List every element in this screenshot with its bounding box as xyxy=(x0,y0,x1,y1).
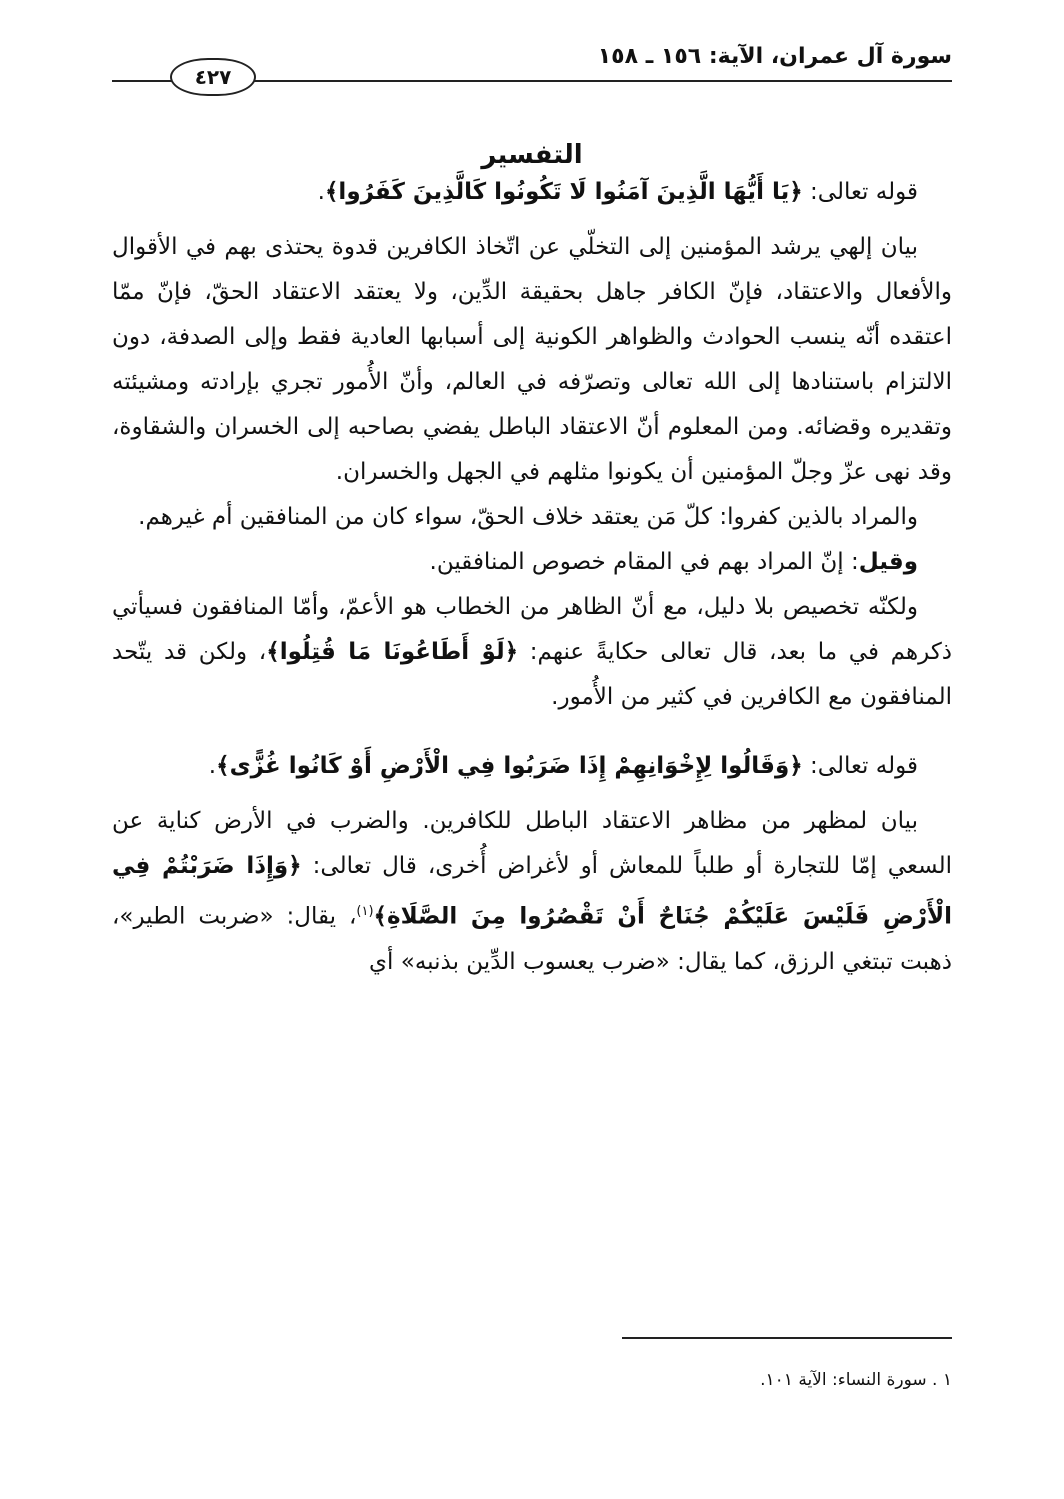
paragraph: والمراد بالذين كفروا: كلّ مَن يعتقد خلاف الحقّ، سواء كان من المنافقين أم غيرهم. xyxy=(138,504,918,530)
quran-verse: ﴿يَا أَيُّهَا الَّذِينَ آمَنُوا لَا تَكُونُوا كَالَّذِينَ كَفَرُوا﴾ xyxy=(324,179,803,205)
quran-verse: ﴿وَقَالُوا لِإِخْوَانِهِمْ إِذَا ضَرَبُوا فِي الْأَرْضِ أَوْ كَانُوا غُزًّى﴾ xyxy=(216,753,803,779)
paragraph: بيان لمظهر من مظاهر الاعتقاد الباطل للكافرين. والضرب في الأرض كناية عن السعي إمّا للتجارة أو طلباً للمعاش أو لأغراض أُخرى، قال تعالى: ﴿وَإِذَا ضَرَبْتُمْ فِي الْأَرْضِ فَلَيْسَ عَلَيْكُمْ جُنَاحٌ أَنْ تَقْصُرُوا مِنَ الصَّلَاةِ﴾$^{(١)}$، يقال: «ضربت الطير»، ذهبت تبتغي الرزق، كما يقال: «ضرب يعسوب الدِّين بذنبه» أي xyxy=(112,808,953,975)
body-text xyxy=(112,170,952,985)
bold-label: وقيل xyxy=(858,549,918,575)
footnote: ١ . سورة النساء: الآية ١٠١. xyxy=(760,1370,952,1390)
quran-verse: ﴿وَإِذَا ضَرَبْتُمْ فِي الْأَرْضِ فَلَيْسَ عَلَيْكُمْ جُنَاحٌ أَنْ تَقْصُرُوا مِنَ الصَّلَاةِ﴾ xyxy=(112,853,953,930)
paragraph: ولكنّه تخصيص بلا دليل، مع أنّ الظاهر من الخطاب هو الأعمّ، وأمّا المنافقون فسيأتي ذكرهم في ما بعد، قال تعالى حكايةً عنهم: ﴿لَوْ أَطَاعُونَا مَا قُتِلُوا﴾، ولكن قد يتّحد المنافقون مع الكافرين في كثير من الأُمور. xyxy=(112,594,953,710)
running-header-title: سورة آل عمران، الآية: ١٥٦ ـ ١٥٨ xyxy=(597,44,952,69)
verse-heading-2: قوله تعالى: ﴿وَقَالُوا لِإِخْوَانِهِمْ إِذَا ضَرَبُوا فِي الْأَرْضِ أَوْ كَانُوا غُزًّى﴾. xyxy=(208,753,918,779)
verse-heading-1: قوله تعالى: ﴿يَا أَيُّهَا الَّذِينَ آمَنُوا لَا تَكُونُوا كَالَّذِينَ كَفَرُوا﴾. xyxy=(317,179,918,205)
section-title: التفسير xyxy=(481,140,583,170)
footnote-marker: (١) xyxy=(356,904,374,919)
footnote-separator xyxy=(622,1337,952,1339)
quran-verse: ﴿لَوْ أَطَاعُونَا مَا قُتِلُوا﴾ xyxy=(266,639,519,665)
paragraph: بيان إلهي يرشد المؤمنين إلى التخلّي عن اتّخاذ الكافرين قدوة يحتذى بهم في الأقوال والأفعال والاعتقاد، فإنّ الكافر جاهل بحقيقة الدِّين، ولا يعتقد الاعتقاد الحقّ، فإنّ ممّا اعتقده أنّه ينسب الحوادث والظواهر الكونية إلى أسبابها العادية فقط وإلى الصدفة، دون الالتزام باستنادها إلى الله تعالى وتصرّفه في العالم، وأنّ الأُمور تجري بإرادته ومشيئته وتقديره وقضائه. ومن المعلوم أنّ الاعتقاد الباطل يفضي بصاحبه إلى الخسران والشقاوة، وقد نهى عزّ وجلّ المؤمنين أن يكونوا مثلهم في الجهل والخسران. xyxy=(112,234,952,485)
paragraph: وقيل: إنّ المراد بهم في المقام خصوص المنافقين. xyxy=(429,549,918,575)
page-number: ٤٢٧ xyxy=(170,58,256,96)
